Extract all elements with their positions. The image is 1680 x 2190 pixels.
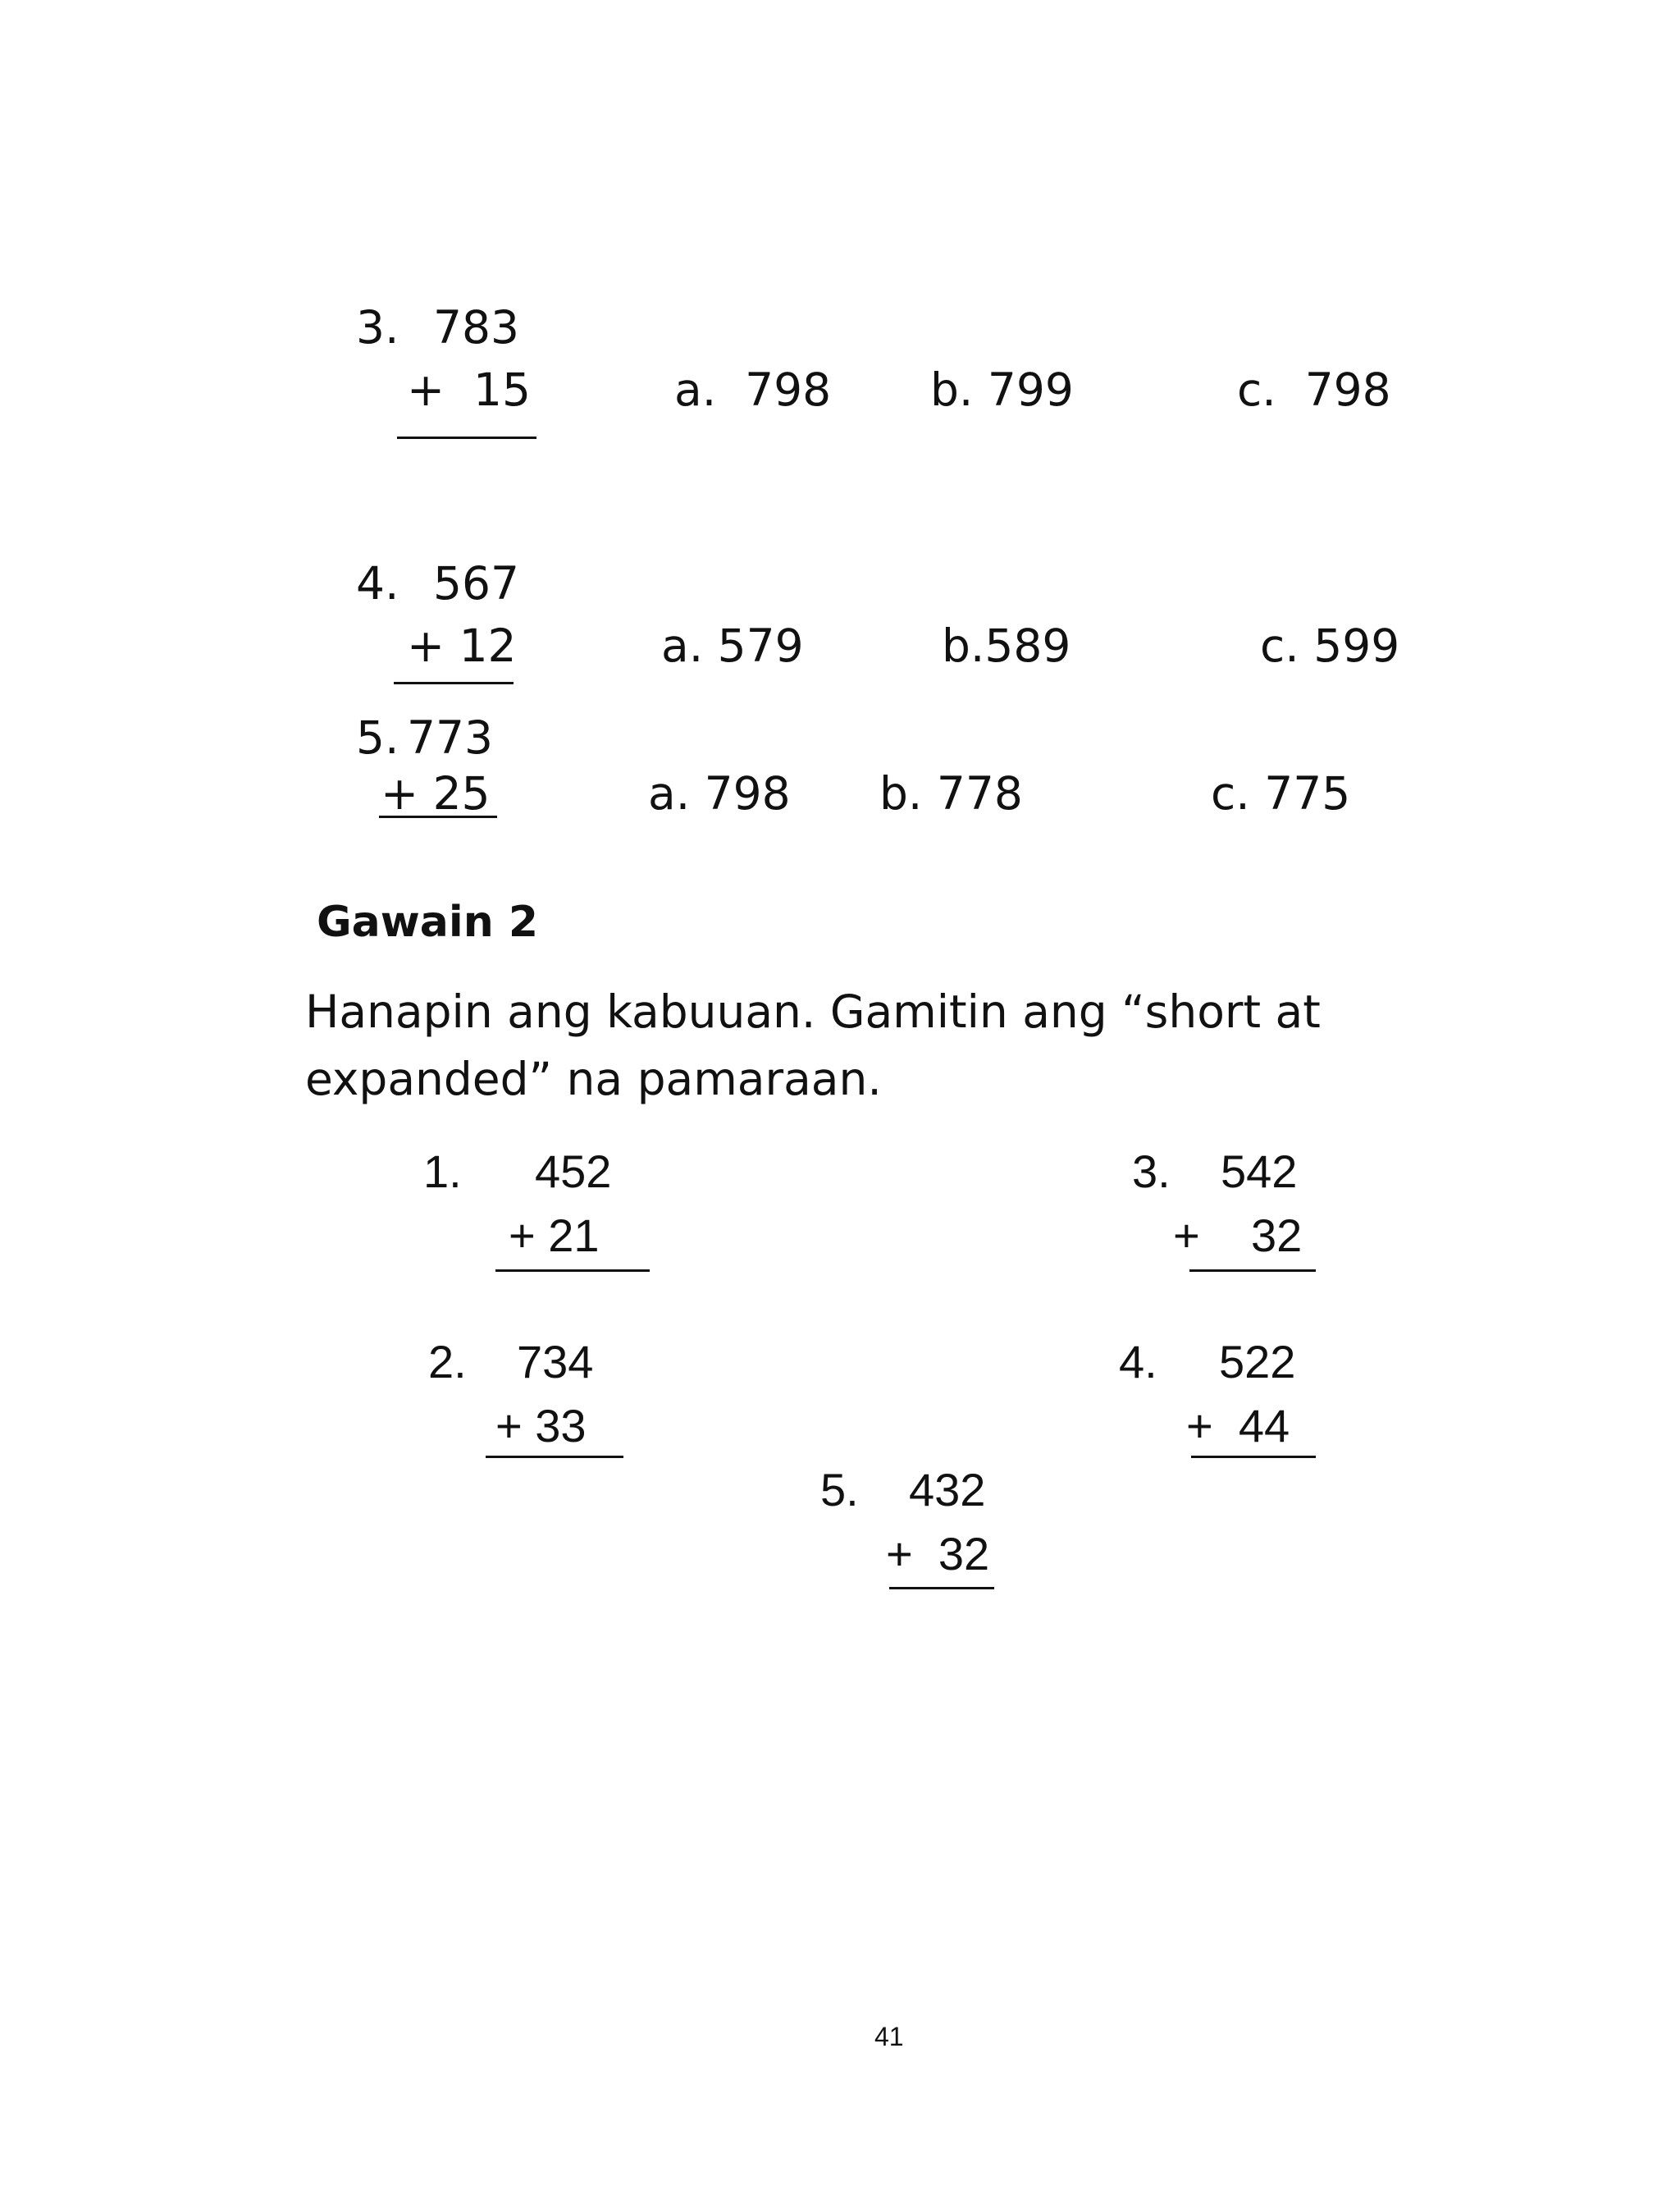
- problem-number: 3.: [1132, 1145, 1171, 1197]
- item-addend: + 25: [381, 767, 491, 820]
- choice-c: c. 775: [1211, 767, 1351, 820]
- problem-top-number: 452: [535, 1145, 612, 1197]
- item-top-number: 773: [407, 711, 493, 764]
- problem-addend: + 32: [1173, 1209, 1303, 1261]
- page-number: 41: [874, 2022, 904, 2051]
- answer-line: [394, 682, 514, 684]
- answer-line: [1189, 1269, 1316, 1272]
- choice-b: b. 778: [879, 767, 1023, 820]
- choice-a: a. 798: [648, 767, 791, 820]
- answer-line: [397, 437, 536, 439]
- problem-addend: + 44: [1186, 1400, 1290, 1452]
- choice-a: a. 798: [674, 363, 832, 416]
- problem-top-number: 432: [909, 1464, 986, 1516]
- item-top-number: 567: [433, 557, 519, 610]
- item-top-number: 783: [433, 301, 519, 354]
- problem-number: 5.: [820, 1464, 859, 1516]
- problem-number: 4.: [1119, 1336, 1157, 1388]
- problem-top-number: 542: [1221, 1145, 1298, 1197]
- problem-number: 1.: [423, 1145, 462, 1197]
- choice-b: b.589: [942, 620, 1071, 672]
- problem-addend: + 33: [495, 1400, 587, 1452]
- answer-line: [379, 816, 497, 818]
- item-addend: + 15: [407, 363, 532, 416]
- item-number: 5.: [356, 711, 399, 764]
- item-number: 4.: [356, 557, 399, 610]
- answer-line: [1191, 1456, 1316, 1458]
- section-heading: Gawain 2: [317, 898, 539, 947]
- problem-top-number: 522: [1219, 1336, 1296, 1388]
- instruction-text: Hanapin ang kabuuan. Gamitin ang “short at expanded” na pamaraan.: [305, 985, 1321, 1105]
- answer-line: [889, 1587, 994, 1589]
- answer-line: [486, 1456, 623, 1458]
- choice-b: b. 799: [930, 363, 1074, 416]
- problem-number: 2.: [428, 1336, 467, 1388]
- choice-c: c. 798: [1237, 363, 1391, 416]
- problem-top-number: 734: [517, 1336, 594, 1388]
- choice-c: c. 599: [1260, 620, 1400, 672]
- item-addend: + 12: [407, 620, 517, 672]
- problem-addend: + 21: [509, 1209, 600, 1261]
- choice-a: a. 579: [661, 620, 804, 672]
- answer-line: [495, 1269, 650, 1272]
- problem-addend: + 32: [886, 1528, 990, 1580]
- item-number: 3.: [356, 301, 399, 354]
